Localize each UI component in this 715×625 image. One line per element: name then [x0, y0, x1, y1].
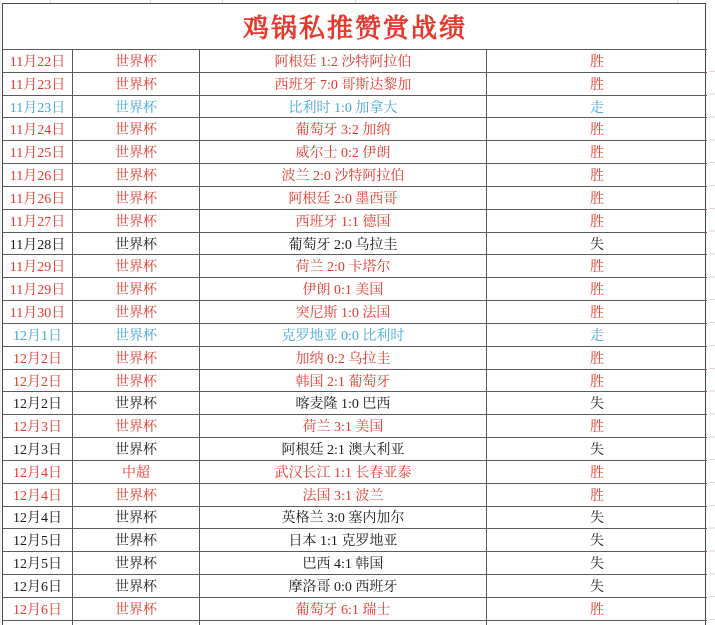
result-cell: 失 — [487, 552, 707, 575]
result-cell: 胜 — [487, 50, 707, 73]
result-cell: 失 — [487, 392, 707, 415]
league-cell: 世界杯 — [73, 529, 200, 552]
match-cell: 西班牙 1:1 德国 — [200, 210, 487, 233]
date-cell: 11月25日 — [3, 141, 73, 164]
match-cell: 武汉长江 1:1 长春亚泰 — [200, 461, 487, 484]
result-cell: 走 — [487, 324, 707, 347]
match-cell: 法国 3:1 波兰 — [200, 484, 487, 507]
result-cell: 胜 — [487, 370, 707, 393]
match-cell: 葡萄牙 6:1 瑞士 — [200, 598, 487, 621]
league-cell: 世界杯 — [73, 278, 200, 301]
date-cell: 12月4日 — [3, 484, 73, 507]
league-cell: 世界杯 — [73, 255, 200, 278]
league-cell: 世界杯 — [73, 233, 200, 256]
match-cell: 阿根廷 1:2 沙特阿拉伯 — [200, 50, 487, 73]
league-cell: 世界杯 — [73, 210, 200, 233]
result-cell: 失 — [487, 529, 707, 552]
date-cell: 11月24日 — [3, 118, 73, 141]
league-cell: 世界杯 — [73, 187, 200, 210]
match-cell: 加纳 0:2 乌拉圭 — [200, 347, 487, 370]
match-cell: 波兰 2:0 沙特阿拉伯 — [200, 164, 487, 187]
result-cell: 胜 — [487, 278, 707, 301]
result-cell: 胜 — [487, 73, 707, 96]
result-cell: 失 — [487, 507, 707, 530]
date-cell: 12月1日 — [3, 324, 73, 347]
match-cell: 日本 1:1 克罗地亚 — [200, 529, 487, 552]
league-cell — [73, 621, 200, 625]
date-cell: 11月22日 — [3, 50, 73, 73]
match-cell: 荷兰 3:1 美国 — [200, 415, 487, 438]
league-cell: 世界杯 — [73, 575, 200, 598]
league-cell: 世界杯 — [73, 438, 200, 461]
date-cell: 12月2日 — [3, 347, 73, 370]
date-cell: 11月27日 — [3, 210, 73, 233]
league-cell: 世界杯 — [73, 552, 200, 575]
result-cell: 胜 — [487, 347, 707, 370]
result-cell: 胜 — [487, 484, 707, 507]
match-cell: 西班牙 7:0 哥斯达黎加 — [200, 73, 487, 96]
result-cell: 胜 — [487, 141, 707, 164]
result-cell: 胜 — [487, 187, 707, 210]
match-cell: 伊朗 0:1 美国 — [200, 278, 487, 301]
match-cell: 威尔士 0:2 伊朗 — [200, 141, 487, 164]
result-cell: 胜 — [487, 301, 707, 324]
league-cell: 世界杯 — [73, 118, 200, 141]
match-cell: 荷兰 2:0 卡塔尔 — [200, 255, 487, 278]
match-cell: 突尼斯 1:0 法国 — [200, 301, 487, 324]
right-gridlines — [709, 49, 715, 623]
result-cell: 胜 — [487, 255, 707, 278]
match-cell: 喀麦隆 1:0 巴西 — [200, 392, 487, 415]
match-cell: 摩洛哥 0:0 西班牙 — [200, 575, 487, 598]
date-cell: 12月2日 — [3, 370, 73, 393]
match-cell: 阿根廷 2:1 澳大利亚 — [200, 438, 487, 461]
date-cell: 12月6日 — [3, 575, 73, 598]
result-cell: 胜 — [487, 164, 707, 187]
match-cell: 阿根廷 2:0 墨西哥 — [200, 187, 487, 210]
date-cell — [3, 621, 73, 625]
date-cell: 12月5日 — [3, 529, 73, 552]
date-cell: 11月26日 — [3, 187, 73, 210]
result-cell: 胜 — [487, 598, 707, 621]
league-cell: 世界杯 — [73, 598, 200, 621]
result-cell: 胜 — [487, 210, 707, 233]
match-cell: 克罗地亚 0:0 比利时 — [200, 324, 487, 347]
league-cell: 世界杯 — [73, 301, 200, 324]
page-title: 鸡锅私推赞赏战绩 — [3, 4, 707, 50]
date-cell: 11月28日 — [3, 233, 73, 256]
match-cell: 韩国 2:1 葡萄牙 — [200, 370, 487, 393]
match-cell: 葡萄牙 2:0 乌拉圭 — [200, 233, 487, 256]
match-cell: 巴西 4:1 韩国 — [200, 552, 487, 575]
match-cell: 比利时 1:0 加拿大 — [200, 96, 487, 119]
league-cell: 世界杯 — [73, 347, 200, 370]
date-cell: 12月4日 — [3, 461, 73, 484]
date-cell: 11月23日 — [3, 96, 73, 119]
league-cell: 世界杯 — [73, 141, 200, 164]
result-cell: 胜 — [487, 415, 707, 438]
date-cell: 12月3日 — [3, 415, 73, 438]
date-cell: 12月3日 — [3, 438, 73, 461]
date-cell: 11月26日 — [3, 164, 73, 187]
result-cell: 走 — [487, 96, 707, 119]
league-cell: 世界杯 — [73, 164, 200, 187]
date-cell: 12月6日 — [3, 598, 73, 621]
result-cell: 失 — [487, 575, 707, 598]
league-cell: 世界杯 — [73, 73, 200, 96]
left-gridline — [0, 0, 1, 625]
league-cell: 世界杯 — [73, 484, 200, 507]
result-cell — [487, 621, 707, 625]
league-cell: 世界杯 — [73, 324, 200, 347]
date-cell: 11月30日 — [3, 301, 73, 324]
results-table — [2, 3, 706, 625]
league-cell: 世界杯 — [73, 392, 200, 415]
date-cell: 11月29日 — [3, 278, 73, 301]
league-cell: 世界杯 — [73, 507, 200, 530]
date-cell: 12月4日 — [3, 507, 73, 530]
date-cell: 11月29日 — [3, 255, 73, 278]
match-cell: 葡萄牙 3:2 加纳 — [200, 118, 487, 141]
league-cell: 世界杯 — [73, 50, 200, 73]
result-cell: 失 — [487, 438, 707, 461]
league-cell: 世界杯 — [73, 370, 200, 393]
league-cell: 世界杯 — [73, 415, 200, 438]
date-cell: 12月5日 — [3, 552, 73, 575]
date-cell: 11月23日 — [3, 73, 73, 96]
league-cell: 中超 — [73, 461, 200, 484]
result-cell: 胜 — [487, 461, 707, 484]
league-cell: 世界杯 — [73, 96, 200, 119]
match-cell: 英格兰 3:0 塞内加尔 — [200, 507, 487, 530]
date-cell: 12月2日 — [3, 392, 73, 415]
result-cell: 胜 — [487, 118, 707, 141]
match-cell — [200, 621, 487, 625]
result-cell: 失 — [487, 233, 707, 256]
